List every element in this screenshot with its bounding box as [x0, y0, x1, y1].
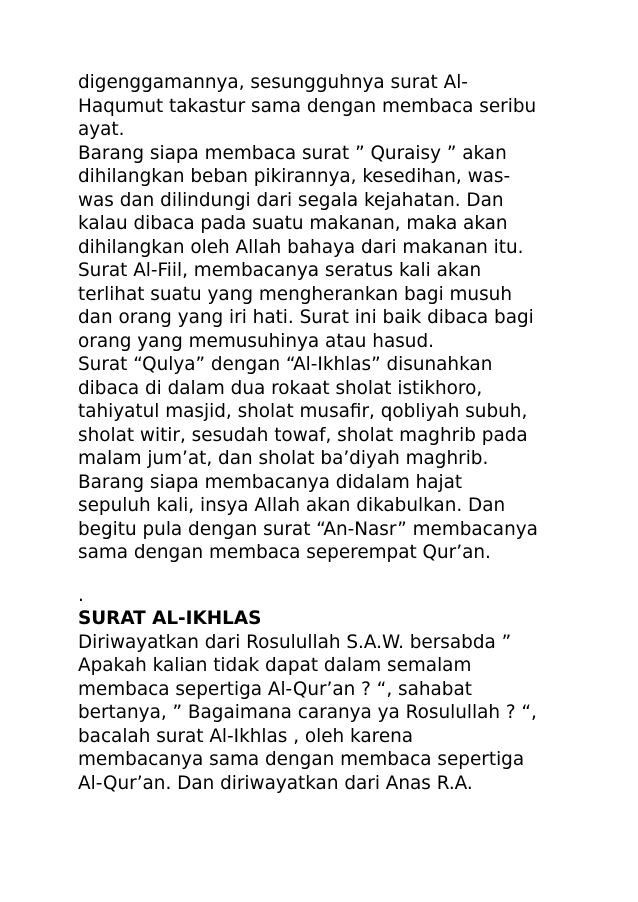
- text-line: Barang siapa membacanya didalam hajat: [78, 471, 463, 493]
- text-line: tahiyatul masjid, sholat musafir, qobliyah subuh,: [78, 401, 528, 422]
- text-line: membacanya sama dengan membaca sepertiga: [78, 749, 525, 770]
- text-line: kalau dibaca pada suatu makanan, maka akan: [78, 213, 508, 234]
- text-line: dan orang yang iri hati. Surat ini baik dibaca bagi: [78, 307, 534, 328]
- text-line: Al-Qur’an. Dan diriwayatkan dari Anas R.A.: [78, 772, 473, 794]
- text-line: terlihat suatu yang mengherankan bagi musuh: [78, 283, 512, 305]
- text-line: bertanya, ” Bagaimana caranya ya Rosulullah ? “,: [78, 702, 537, 723]
- paragraph-al-ikhlas: [78, 631, 568, 796]
- text-line: dihilangkan oleh Allah bahaya dari makanan itu.: [78, 236, 524, 258]
- text-line: Diriwayatkan dari Rosulullah S.A.W. bersabda ”: [78, 631, 512, 653]
- paragraph-haqumut: [78, 71, 568, 142]
- section-heading: SURAT AL-IKHLAS: [78, 608, 262, 629]
- text-line: Haqumut takastur sama dengan membaca seribu: [78, 95, 537, 117]
- text-line: malam jum’at, dan sholat ba’diyah maghrib.: [78, 448, 489, 469]
- text-line: Barang siapa membaca surat ” Quraisy ” akan: [78, 142, 507, 164]
- text-line: ayat.: [78, 119, 125, 140]
- text-line: was dan dilindungi dari segala kejahatan. Dan: [78, 189, 504, 211]
- text-line: bacalah surat Al-Ikhlas , oleh karena: [78, 725, 414, 747]
- text-line: Apakah kalian tidak dapat dalam semalam: [78, 655, 472, 676]
- paragraph-quraisy: [78, 142, 568, 260]
- text-line: digenggamannya, sesungguhnya surat Al-: [78, 72, 468, 93]
- text-line: Surat Al-Fiil, membacanya seratus kali akan: [78, 260, 482, 281]
- text-line: Surat “Qulya” dengan “Al-Ikhlas” disunahkan: [78, 354, 493, 375]
- text-line: orang yang memusuhinya atau hasud.: [78, 330, 434, 352]
- text-line: membaca sepertiga Al-Qur’an ? “, sahabat: [78, 678, 472, 700]
- text-line: sholat witir, sesudah towaf, sholat maghrib pada: [78, 424, 528, 446]
- text-line: sama dengan membaca seperempat Qur’an.: [78, 542, 491, 563]
- document-page: [78, 71, 568, 795]
- paragraph-al-fiil: [78, 259, 568, 353]
- text-line: begitu pula dengan surat “An-Nasr” membacanya: [78, 518, 538, 540]
- separator-dot: .: [78, 584, 84, 606]
- text-line: dibaca di dalam dua rokaat sholat istikhoro,: [78, 377, 483, 399]
- paragraph-qulya: [78, 353, 568, 471]
- paragraph-gap: [78, 565, 568, 584]
- paragraph-hajat: [78, 471, 568, 565]
- text-line: dihilangkan beban pikirannya, kesedihan, was-: [78, 166, 511, 187]
- text-line: sepuluh kali, insya Allah akan dikabulkan. Dan: [78, 495, 506, 516]
